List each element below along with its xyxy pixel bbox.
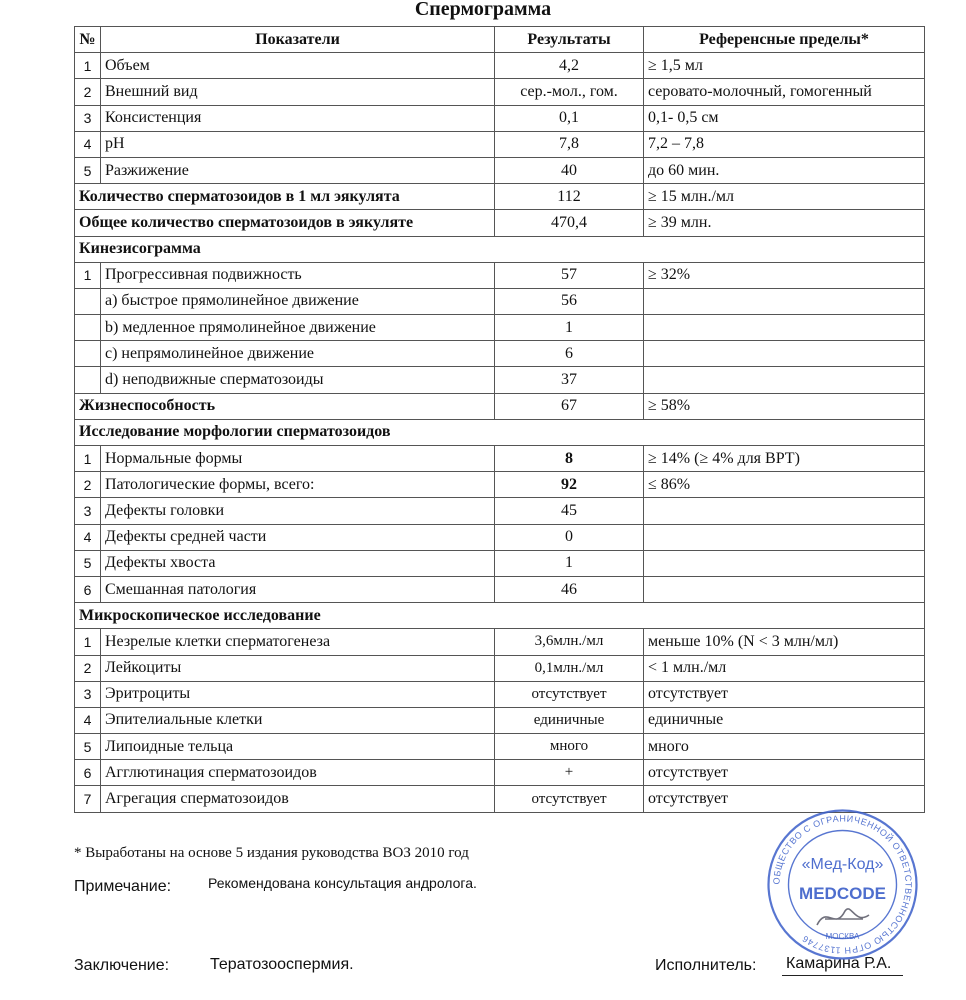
table-row — [75, 53, 925, 79]
row-result: много — [495, 734, 644, 760]
row-indicator: Лейкоциты — [101, 655, 495, 681]
row-indicator: Нормальные формы — [101, 446, 495, 472]
row-reference — [644, 550, 925, 576]
row-number: 6 — [75, 576, 101, 602]
row-indicator: Консистенция — [101, 105, 495, 131]
row-indicator: Эпителиальные клетки — [101, 707, 495, 733]
section-title: Кинезисограмма — [75, 236, 925, 262]
row-reference: единичные — [644, 707, 925, 733]
conclusion-text: Тератозооспермия. — [210, 956, 354, 973]
table-row — [75, 707, 925, 733]
row-number: 5 — [75, 734, 101, 760]
section-row — [75, 603, 925, 629]
row-number: 1 — [75, 262, 101, 288]
table-row — [75, 184, 925, 210]
table-row — [75, 550, 925, 576]
row-result: 67 — [495, 393, 644, 419]
table-row — [75, 367, 925, 393]
row-number: 2 — [75, 655, 101, 681]
row-result: 4,2 — [495, 53, 644, 79]
row-number: 3 — [75, 105, 101, 131]
row-indicator: Агглютинация сперматозоидов — [101, 760, 495, 786]
table-row — [75, 105, 925, 131]
section-title: Исследование морфологии сперматозоидов — [75, 419, 925, 445]
row-result: отсутствует — [495, 681, 644, 707]
row-indicator: d) неподвижные сперматозоиды — [101, 367, 495, 393]
row-number: 3 — [75, 681, 101, 707]
row-reference: 0,1- 0,5 см — [644, 105, 925, 131]
table-row — [75, 210, 925, 236]
section-row — [75, 419, 925, 445]
table-row — [75, 760, 925, 786]
table-body — [75, 53, 925, 812]
row-number — [75, 288, 101, 314]
conclusion-label: Заключение: — [74, 957, 170, 974]
table-row — [75, 315, 925, 341]
table-row — [75, 131, 925, 157]
row-reference — [644, 341, 925, 367]
row-reference: отсутствует — [644, 681, 925, 707]
row-indicator: а) быстрое прямолинейное движение — [101, 288, 495, 314]
row-indicator: Агрегация сперматозоидов — [101, 786, 495, 812]
row-result: 8 — [495, 446, 644, 472]
row-result: 0,1млн./мл — [495, 655, 644, 681]
section-row — [75, 236, 925, 262]
row-reference: ≥ 14% (≥ 4% для ВРТ) — [644, 446, 925, 472]
row-number: 5 — [75, 550, 101, 576]
row-number: 2 — [75, 472, 101, 498]
row-number: 4 — [75, 707, 101, 733]
row-result: 470,4 — [495, 210, 644, 236]
row-result: 37 — [495, 367, 644, 393]
table-row — [75, 79, 925, 105]
table-row — [75, 472, 925, 498]
row-reference: до 60 мин. — [644, 157, 925, 183]
row-indicator: Дефекты головки — [101, 498, 495, 524]
row-reference: ≥ 15 млн./мл — [644, 184, 925, 210]
medcode-stamp — [765, 807, 920, 962]
row-reference: меньше 10% (N < 3 млн/мл) — [644, 629, 925, 655]
row-number: 2 — [75, 79, 101, 105]
header-number: № — [75, 27, 101, 53]
header-indicator: Показатели — [101, 27, 495, 53]
row-reference — [644, 524, 925, 550]
row-result: сер.-мол., гом. — [495, 79, 644, 105]
row-result: 1 — [495, 550, 644, 576]
executor-label: Исполнитель: — [655, 957, 757, 974]
row-reference: отсутствует — [644, 786, 925, 812]
table-row — [75, 524, 925, 550]
document-title: Спермограмма — [414, 0, 552, 20]
table-header-row — [75, 27, 925, 53]
section-title: Микроскопическое исследование — [75, 603, 925, 629]
row-reference — [644, 498, 925, 524]
row-result: 0,1 — [495, 105, 644, 131]
row-result: 56 — [495, 288, 644, 314]
row-result: 112 — [495, 184, 644, 210]
stamp-city: МОСКВА — [825, 932, 860, 941]
row-number — [75, 367, 101, 393]
spermogram-table — [74, 26, 925, 813]
row-reference — [644, 288, 925, 314]
note-label: Примечание: — [74, 878, 172, 895]
header-result: Результаты — [495, 27, 644, 53]
row-indicator: Количество сперматозоидов в 1 мл эякулята — [75, 184, 495, 210]
row-reference: ≥ 1,5 мл — [644, 53, 925, 79]
row-result: 45 — [495, 498, 644, 524]
executor-name: Камарина Р.А. — [782, 955, 903, 976]
row-result: 57 — [495, 262, 644, 288]
row-result: 92 — [495, 472, 644, 498]
row-reference — [644, 576, 925, 602]
row-reference: 7,2 – 7,8 — [644, 131, 925, 157]
row-result: 46 — [495, 576, 644, 602]
table-row — [75, 734, 925, 760]
table-row — [75, 262, 925, 288]
row-number: 5 — [75, 157, 101, 183]
row-indicator: pH — [101, 131, 495, 157]
row-indicator: Смешанная патология — [101, 576, 495, 602]
row-indicator: Прогрессивная подвижность — [101, 262, 495, 288]
row-indicator: b) медленное прямолинейное движение — [101, 315, 495, 341]
row-indicator: Разжижение — [101, 157, 495, 183]
row-reference: отсутствует — [644, 760, 925, 786]
row-result: единичные — [495, 707, 644, 733]
row-indicator: Жизнеспособность — [75, 393, 495, 419]
row-reference: ≤ 86% — [644, 472, 925, 498]
row-result: 0 — [495, 524, 644, 550]
row-result: 3,6млн./мл — [495, 629, 644, 655]
row-result: 1 — [495, 315, 644, 341]
table-row — [75, 629, 925, 655]
row-indicator: Патологические формы, всего: — [101, 472, 495, 498]
row-number: 4 — [75, 524, 101, 550]
row-reference: ≥ 58% — [644, 393, 925, 419]
row-number: 1 — [75, 53, 101, 79]
row-result: 7,8 — [495, 131, 644, 157]
row-indicator: Незрелые клетки сперматогенеза — [101, 629, 495, 655]
table-row — [75, 446, 925, 472]
row-number: 4 — [75, 131, 101, 157]
table-row — [75, 576, 925, 602]
table-row — [75, 341, 925, 367]
row-result: 6 — [495, 341, 644, 367]
row-reference: < 1 млн./мл — [644, 655, 925, 681]
row-indicator: Дефекты средней части — [101, 524, 495, 550]
row-result: 40 — [495, 157, 644, 183]
row-reference: ≥ 39 млн. — [644, 210, 925, 236]
signature-icon — [817, 909, 869, 925]
row-indicator: Внешний вид — [101, 79, 495, 105]
row-number: 6 — [75, 760, 101, 786]
row-number: 1 — [75, 629, 101, 655]
row-indicator: Объем — [101, 53, 495, 79]
table-row — [75, 655, 925, 681]
row-result: отсутствует — [495, 786, 644, 812]
row-reference — [644, 315, 925, 341]
row-number: 3 — [75, 498, 101, 524]
stamp-latin-name: MEDCODE — [799, 884, 886, 903]
header-reference: Референсные пределы* — [644, 27, 925, 53]
note-text: Рекомендована консультация андролога. — [208, 875, 477, 891]
row-indicator: Общее количество сперматозоидов в эякуляте — [75, 210, 495, 236]
table-row — [75, 288, 925, 314]
row-indicator: c) непрямолинейное движение — [101, 341, 495, 367]
footnote: * Выработаны на основе 5 издания руководства ВОЗ 2010 год — [74, 845, 469, 861]
row-indicator: Дефекты хвоста — [101, 550, 495, 576]
row-number: 7 — [75, 786, 101, 812]
table-row — [75, 157, 925, 183]
row-reference — [644, 367, 925, 393]
row-indicator: Липоидные тельца — [101, 734, 495, 760]
row-reference: много — [644, 734, 925, 760]
row-number: 1 — [75, 446, 101, 472]
row-reference: ≥ 32% — [644, 262, 925, 288]
table-row — [75, 393, 925, 419]
row-number — [75, 341, 101, 367]
table-row — [75, 681, 925, 707]
table-row — [75, 498, 925, 524]
row-indicator: Эритроциты — [101, 681, 495, 707]
row-result: + — [495, 760, 644, 786]
row-number — [75, 315, 101, 341]
stamp-ring-text: ОБЩЕСТВО С ОГРАНИЧЕННОЙ ОТВЕТСТВЕННОСТЬЮ ОГРН 1137746 — [771, 813, 914, 956]
row-reference: серовато-молочный, гомогенный — [644, 79, 925, 105]
stamp-name: «Мед-Код» — [801, 856, 884, 873]
